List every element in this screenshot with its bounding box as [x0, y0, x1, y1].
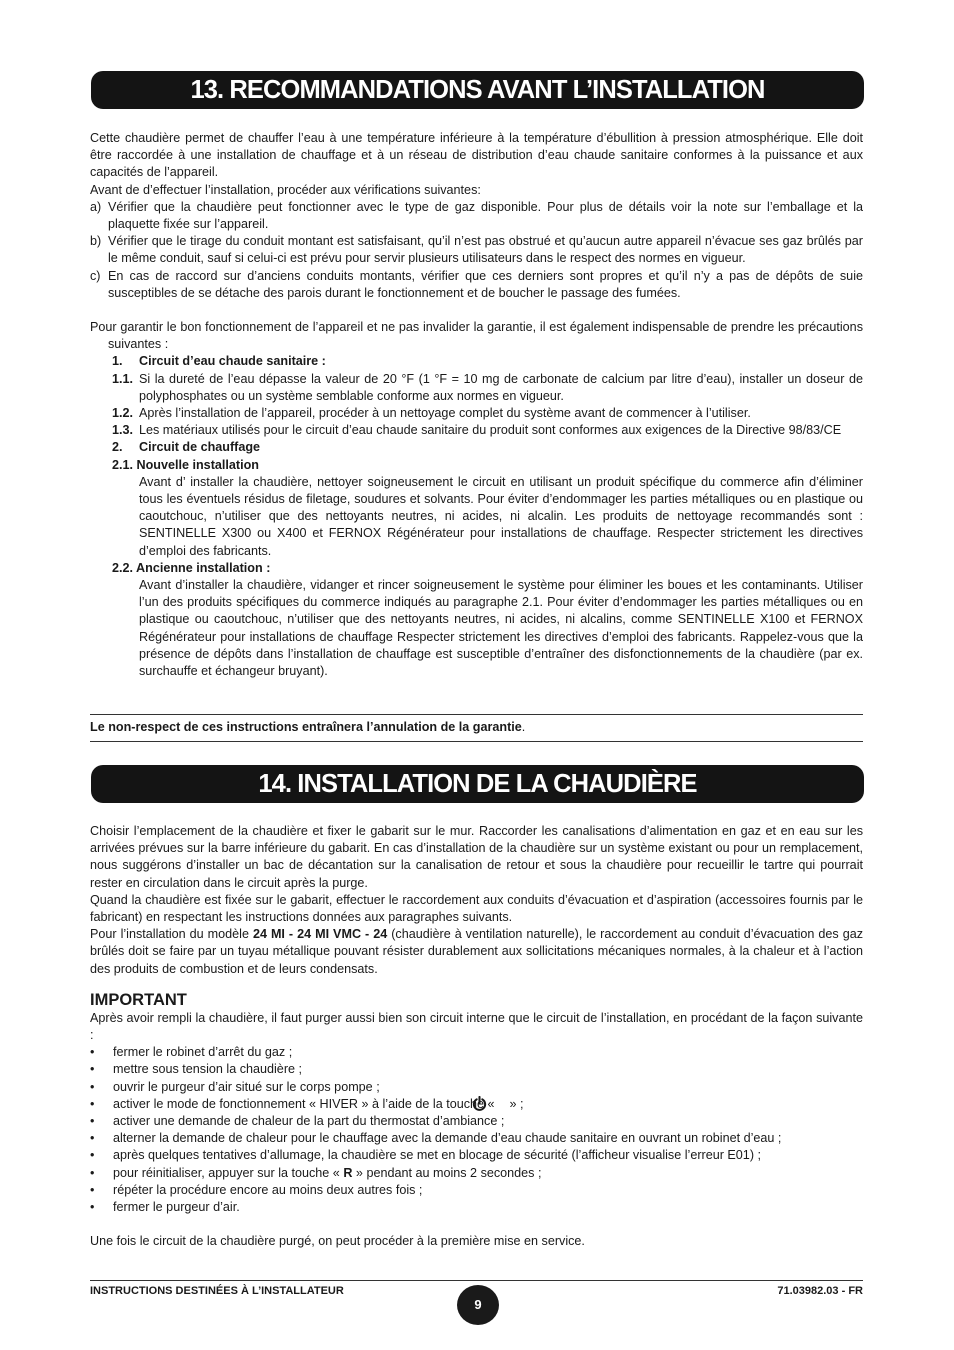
footer-left-text: INSTRUCTIONS DESTINÉES À L’INSTALLATEUR	[90, 1285, 344, 1297]
footer-doc-code: 71.03982.03 - FR	[777, 1285, 863, 1297]
item-1-3: 1.3. Les matériaux utilisés pour le circuit d’eau chaude sanitaire du produit sont conformes aux exigences de la Directive 98/83/CE	[112, 423, 842, 438]
closing-paragraph: Une fois le circuit de la chaudière purgé, on peut procéder à la première mise en service.	[90, 1234, 585, 1249]
check-item: c) En cas de raccord sur d’anciens conduits montants, vérifier que ces derniers sont propres et qu’il n’y a pas de dépôts de suie susceptibles de se détache des parois durant le fonctionnement et de boucher le passage des fumées.	[90, 268, 863, 300]
check-item: a) Vérifier que la chaudière peut fonctionner avec le type de gaz disponible. Pour plus de détails voir la note sur l’emballage et la plaquette fixée sur l’appareil.	[90, 199, 863, 232]
intro-paragraph: Cette chaudière permet de chauffer l’eau à une température inférieure à la température d’ébullition à pression atmosphérique. Elle doit être raccordée à une installation de chauffage et à un réseau de distribution d’eau chaude sanitaire conformes à la puissance et aux capacités de l’appareil.	[90, 131, 863, 180]
list-item: • activer une demande de chaleur de la part du thermostat d’ambiance ;	[90, 1114, 505, 1129]
list-item: • pour réinitialiser, appuyer sur la touche « R » pendant au moins 2 secondes ;	[90, 1165, 542, 1180]
list-item: • activer le mode de fonctionnement « HIVER » à l’aide de la touche « » ;	[90, 1096, 524, 1111]
install-paragraph-3: Pour l’installation du modèle 24 MI - 24 MI VMC - 24 (chaudière à ventilation naturelle), le raccordement au conduit d’évacuation des gaz brûlés doit se faire par un tuyau métallique pouvant résister durablement aux sollicitations mécaniques normales, à la chaleur et à l’action des produits de combustion et de leurs condensats.	[90, 927, 863, 976]
item-2-2-heading: 2.2. Ancienne installation :	[112, 560, 271, 575]
divider	[90, 714, 863, 715]
list-item: • mettre sous tension la chaudière ;	[90, 1062, 303, 1077]
section-14-title: 14. INSTALLATION DE LA CHAUDIÈRE	[91, 765, 864, 803]
page-number: 9	[457, 1285, 499, 1325]
list-item: • répéter la procédure encore au moins deux autres fois ;	[90, 1182, 423, 1197]
item-2-1-heading: 2.1. Nouvelle installation	[112, 457, 259, 472]
checks-intro: Avant de d’effectuer l’installation, procéder aux vérifications suivantes:	[90, 182, 481, 197]
list-item: • fermer le robinet d’arrêt du gaz ;	[90, 1045, 293, 1060]
item-2-1-text: Avant d’ installer la chaudière, nettoyer soigneusement le circuit en utilisant un produit spécifique du commerce afin d’éliminer tous les éventuels résidus de filetage, soudures et solvants. Pour éviter d’endommager les parties métalliques ou en plastique ou caoutchouc, n’utiliser que des nettoyants neutres, ni acides, ni alcalin. Les produits de nettoyage recommandés sont : SENTINELLE X300 ou X400 et FERNOX Régénérateur pour installations de chauffage. Respecter strictement les directives d’emploi des fabricants.	[139, 474, 863, 558]
important-heading: IMPORTANT	[90, 990, 187, 1009]
list-item: • alterner la demande de chaleur pour le chauffage avec la demande d’eau chaude sanitaire en ouvrant un robinet d’eau ;	[90, 1131, 782, 1146]
item-1-2: 1.2. Après l’installation de l’appareil, procéder à un nettoyage complet du système avant de commencer à l’utiliser.	[112, 406, 751, 421]
item-2-heading: 2. Circuit de chauffage	[112, 440, 261, 455]
install-paragraph-2: Quand la chaudière est fixée sur le gabarit, effectuer le raccordement aux conduits d’évacuation et d’aspiration (accessoires fournis par le fabricant) en respectant les instructions données aux paragraphes suivants.	[90, 892, 863, 925]
item-2-2-text: Avant d’installer la chaudière, vidanger et rincer soigneusement le système pour éliminer les boues et les contaminants. Utiliser l’un des produits spécifiques du commerce indiqués au paragraphe 2.1. Pour éviter d’endommager les parties métalliques ou en plastique ou caoutchouc, n’utiliser que des nettoyants neutres, ni acides, ni alcalins, comme SENTINELLE X100 et FERNOX Régénérateur pour installations de chauffage Respecter strictement les directives d’emploi des fabricants. Rappelez-vous que la présence de dépôts dans l’installation de chauffage est susceptible d’entraîner des disfonctionnements de la chaudière (par ex. surchauffe et échangeur bruyant).	[139, 578, 863, 679]
guarantee-intro: Pour garantir le bon fonctionnement de l’appareil et ne pas invalider la garantie, il est également indispensable de prendre les précautions suivantes :	[90, 320, 863, 352]
check-item: b) Vérifier que le tirage du conduit montant est satisfaisant, qu’il n’est pas obstrué et qu’aucun autre appareil n’évacue ses gaz brûlés par le même conduit, sauf si celui-ci est prévu pour servir plusieurs utilisateurs dans le respect des normes en vigueur.	[90, 234, 863, 266]
power-icon	[495, 1096, 510, 1111]
list-item: • ouvrir le purgeur d’air situé sur le corps pompe ;	[90, 1079, 380, 1094]
important-intro: Après avoir rempli la chaudière, il faut purger aussi bien son circuit interne que le circuit de l’installation, en procédant de la façon suivante :	[90, 1010, 863, 1043]
item-1-heading: 1. Circuit d’eau chaude sanitaire :	[112, 354, 326, 369]
section-13-body	[90, 130, 863, 680]
section-13-title: 13. RECOMMANDATIONS AVANT L’INSTALLATION	[91, 71, 864, 109]
footer-divider	[90, 1280, 863, 1281]
section-14-body	[90, 823, 863, 1250]
item-1-1: 1.1. Si la dureté de l’eau dépasse la valeur de 20 °F (1 °F = 10 mg de carbonate de calcium par litre d’eau), installer un doseur de polyphosphates ou un système semblable conforme aux normes en vigueur.	[112, 371, 863, 403]
warranty-warning: Le non-respect de ces instructions entraînera l’annulation de la garantie.	[90, 720, 526, 734]
divider	[90, 741, 863, 742]
list-item: • fermer le purgeur d’air.	[90, 1200, 240, 1215]
install-paragraph-1: Choisir l’emplacement de la chaudière et fixer le gabarit sur le mur. Raccorder les canalisations d’alimentation en gaz et en eau sur les arrivées prévues sur la barre inférieure du gabarit. En cas d’installation de la chaudière sur un système existant ou pour un remplacement, nous suggérons d’installer un bac de décantation sur la canalisation de retour et sous la chaudière pour recueillir le tartre qui pourrait rester en circulation dans le circuit après la purge.	[90, 824, 863, 890]
list-item: • après quelques tentatives d’allumage, la chaudière se met en blocage de sécurité (l’afficheur visualise l’erreur E01) ;	[90, 1148, 762, 1163]
